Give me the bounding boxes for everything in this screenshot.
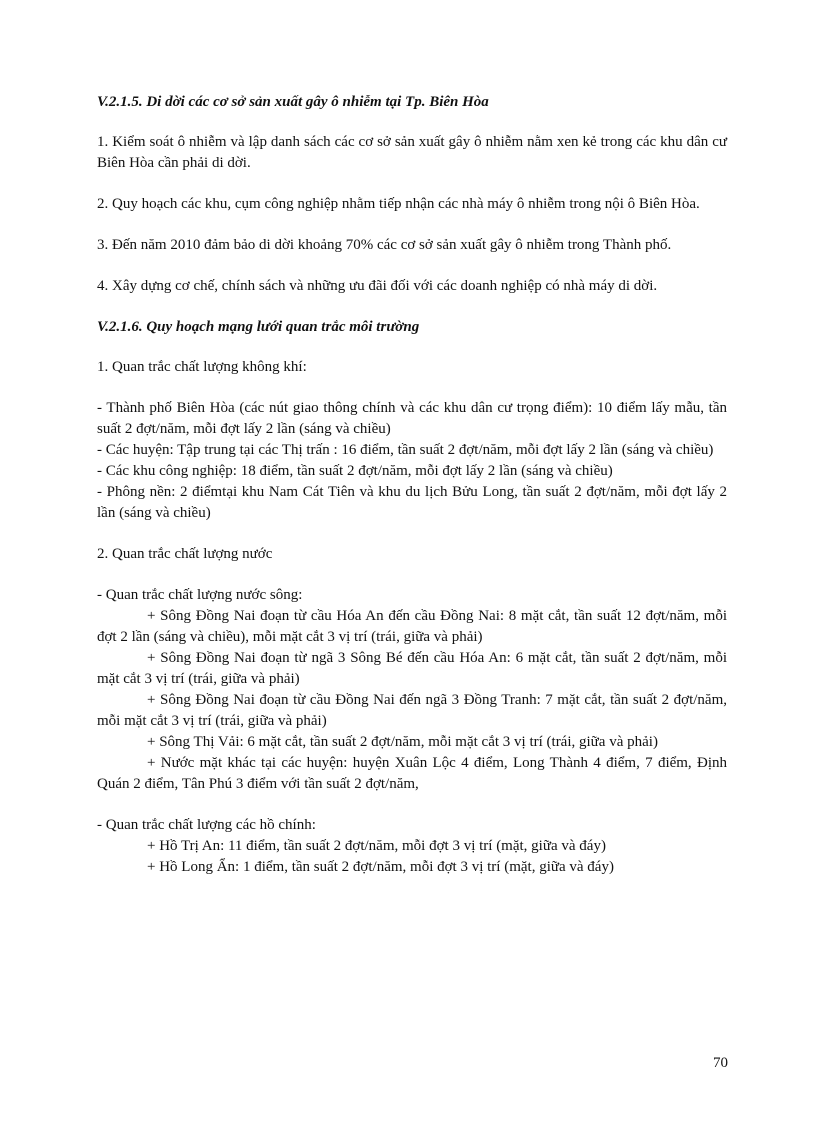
lake-monitoring-title: - Quan trắc chất lượng các hồ chính:: [97, 817, 316, 833]
river-item-song-be-hoa-an: + Sông Đồng Nai đoạn từ ngã 3 Sông Bé đến cầu Hóa An: 6 mặt cắt, tần suất 2 đợt/năm, mỗi mặt cắt 3 vị trí (trái, giữa và phải): [97, 650, 727, 687]
page-number: 70: [713, 1055, 728, 1071]
document-page: [97, 92, 727, 878]
spacer: [97, 795, 727, 815]
section-heading-relocation: V.2.1.5. Di dời các cơ sở sản xuất gây ô nhiễm tại Tp. Biên Hòa: [97, 94, 489, 110]
river-item-dong-nai-dong-tranh: + Sông Đồng Nai đoạn từ cầu Đồng Nai đến ngã 3 Đồng Tranh: 7 mặt cắt, tần suất 2 đợt/năm, mỗi mặt cắt 3 vị trí (trái, giữa và phải): [97, 692, 727, 729]
water-quality-title: 2. Quan trắc chất lượng nước: [97, 546, 273, 562]
section-heading-monitoring: V.2.1.6. Quy hoạch mạng lưới quan trắc môi trường: [97, 319, 420, 335]
air-quality-title: 1. Quan trắc chất lượng không khí:: [97, 359, 307, 375]
air-item-bien-hoa: - Thành phố Biên Hòa (các nút giao thông chính và các khu dân cư trọng điểm): 10 điểm lấy mẫu, tần suất 2 đợt/năm, mỗi đợt lấy 2 lần (sáng và chiều): [97, 400, 727, 437]
river-monitoring-title: - Quan trắc chất lượng nước sông:: [97, 587, 303, 603]
paragraph-item-4: 4. Xây dựng cơ chế, chính sách và những ưu đãi đối với các doanh nghiệp có nhà máy di dời.: [97, 278, 658, 294]
paragraph-item-3: 3. Đến năm 2010 đảm bảo di dời khoảng 70% các cơ sở sản xuất gây ô nhiễm trong Thành phố.: [97, 237, 672, 253]
paragraph-item-1: 1. Kiểm soát ô nhiễm và lập danh sách các cơ sở sản xuất gây ô nhiễm nằm xen kẻ trong các khu dân cư Biên Hòa cần phải di dời.: [97, 134, 727, 171]
air-item-background: - Phông nền: 2 điểmtại khu Nam Cát Tiên và khu du lịch Bửu Long, tần suất 2 đợt/năm, mỗi đợt lấy 2 lần (sáng và chiều): [97, 484, 727, 521]
spacer: [97, 524, 727, 544]
lake-item-long-an: + Hồ Long Ẩn: 1 điểm, tần suất 2 đợt/năm, mỗi đợt 3 vị trí (mặt, giữa và đáy): [147, 859, 614, 875]
river-item-hoa-an-dong-nai: + Sông Đồng Nai đoạn từ cầu Hóa An đến cầu Đồng Nai: 8 mặt cắt, tần suất 12 đợt/năm, mỗi đợt 2 lần (sáng và chiều), mỗi mặt cắt 3 vị trí (trái, giữa và phải): [97, 608, 727, 645]
lake-item-tri-an: + Hồ Trị An: 11 điểm, tần suất 2 đợt/năm, mỗi đợt 3 vị trí (mặt, giữa và đáy): [147, 838, 606, 854]
river-item-other-surface-water: + Nước mặt khác tại các huyện: huyện Xuân Lộc 4 điểm, Long Thành 4 điểm, 7 điểm, Định Quán 2 điểm, Tân Phú 3 điểm với tần suất 2 đợt/năm,: [97, 755, 727, 792]
river-item-thi-vai: + Sông Thị Vải: 6 mặt cắt, tần suất 2 đợt/năm, mỗi mặt cắt 3 vị trí (trái, giữa và phải): [147, 734, 658, 750]
air-item-districts: - Các huyện: Tập trung tại các Thị trấn : 16 điểm, tần suất 2 đợt/năm, mỗi đợt lấy 2 lần (sáng và chiều): [97, 442, 714, 458]
paragraph-item-2: 2. Quy hoạch các khu, cụm công nghiệp nhằm tiếp nhận các nhà máy ô nhiễm trong nội ô Biên Hòa.: [97, 196, 700, 212]
air-item-industrial-zones: - Các khu công nghiệp: 18 điểm, tần suất 2 đợt/năm, mỗi đợt lấy 2 lần (sáng và chiều): [97, 463, 613, 479]
